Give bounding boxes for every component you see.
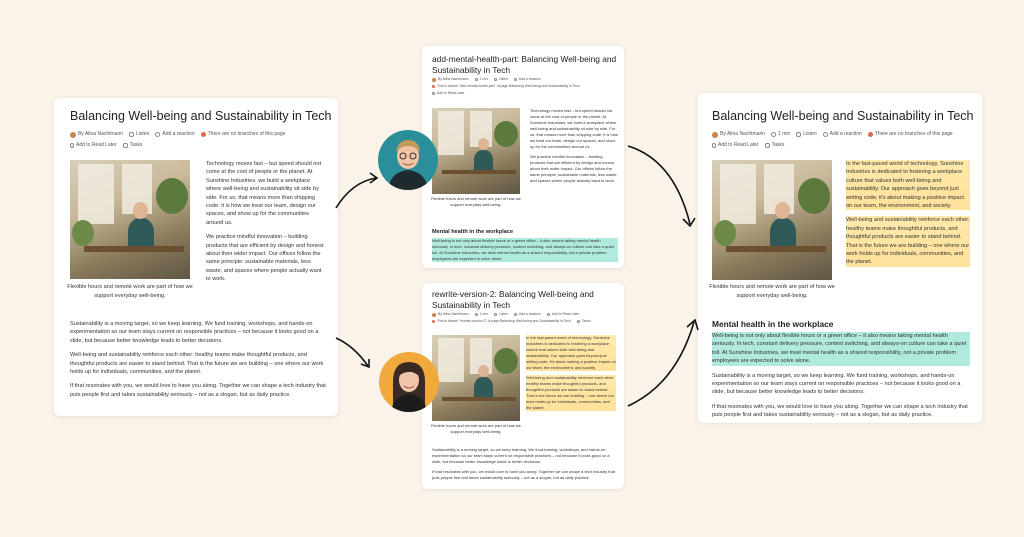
avatar-icon (70, 132, 76, 138)
merged-page-card (698, 93, 982, 423)
branch-title: add-mental-health-part: Balancing Well-being and Sustainability in Tech (432, 54, 617, 75)
body-paragraph-3: If that resonates with you, we would love to have you along. Together we can shape a tech industry that puts people first and takes sustainability seriously – not as a slogan, but as daily practice. (70, 383, 326, 398)
intro-column (526, 335, 616, 417)
bookmark-icon (547, 313, 550, 316)
intro-paragraph-2: We practice mindful innovation – building products that are efficient by design and honest about their wider impact. Our offices follow the same principle: sustainable materials, less waste, and spaces where people actually want to work. (206, 234, 324, 283)
arrow-to-merged-from-top (624, 140, 704, 240)
branch-note[interactable]: This is branch "add-mental-health-part" of page Balancing Well-being and Sustainability in Tech (432, 83, 580, 90)
photo-caption: Flexible hours and remote work are part of how we support everyday well-being. (709, 284, 835, 299)
headphones-icon (494, 78, 497, 81)
mental-health-paragraph (432, 238, 618, 268)
intro-column (206, 160, 324, 290)
body-paragraph-2: Well-being and sustainability reinforce each other: healthy teams make thoughtful products, and thoughtful products are easier to stand behind. That is the future we are building – one where our work holds up for individuals, communities, and the planet. (70, 352, 324, 376)
listen-button[interactable]: Listen (129, 129, 149, 140)
intro-paragraph-1: Technology moves fast – but speed should not come at the cost of people or the planet. At Sunshine Industries, we build a workplace where well-being and sustainability sit side by side. For us, that means more than shipping code: it is how we treat our team, design our spaces, and show up for the communities around us. (206, 161, 322, 226)
avatar-icon (432, 78, 436, 82)
merged-mental-health-paragraph: Well-being is not only about flexible hours or a green office – it also means taking mental health seriously. In tech, constant delivery pressure, context switching, and always-on culture can take a quiet toll. At Sunshine Industries, we treat mental health as a shared responsibility, not a private problem employees are expected to solve alone. (712, 332, 970, 366)
arrow-to-avatar-top (330, 168, 390, 218)
reading-time: 1 min (475, 76, 488, 83)
reaction-button[interactable]: Add a reaction (155, 129, 194, 140)
clock-icon (475, 313, 478, 316)
office-photo (70, 160, 190, 279)
branch-icon (868, 132, 873, 137)
page-title: Balancing Well-being and Sustainability in Tech (712, 109, 974, 123)
page-meta (712, 129, 974, 151)
read-later-button[interactable]: Add to Read Later (547, 311, 580, 318)
original-page-card (54, 98, 338, 416)
bookmark-icon (432, 92, 435, 95)
bookmark-icon (70, 143, 74, 148)
headphones-icon (129, 132, 134, 137)
page-meta (70, 129, 330, 151)
office-photo (712, 160, 832, 280)
clock-icon (771, 132, 776, 137)
body-paragraph-2: If that resonates with you, we would love to have you along. Together we can shape a tech industry that puts people first and takes sustainability seriously – not as a slogan, but as daily practice. (712, 403, 968, 419)
smiley-icon (823, 132, 828, 137)
photo-caption: Flexible hours and remote work are part of how we support everyday well-being. (431, 196, 521, 207)
listen-button[interactable]: Listen (494, 76, 508, 83)
smiley-icon (155, 132, 160, 137)
mental-health-heading: Mental health in the workplace (432, 229, 514, 235)
body-text (712, 332, 970, 423)
read-later-button[interactable]: Add to Read Later (432, 90, 465, 97)
read-later-button[interactable]: Add to Read Later (70, 140, 117, 151)
office-photo (432, 108, 520, 194)
listen-button[interactable]: Listen (796, 129, 816, 140)
checkbox-icon (123, 143, 128, 148)
rewritten-paragraph-1: In the fast-paced world of technology, Sunshine Industries is dedicated to fostering a workplace culture that values both well-being and sustainability. Our approach goes beyond just writing code; it's about making a positive impact on our team, the environment, and society. (526, 335, 616, 370)
merged-paragraph-1: In the fast-paced world of technology, Sunshine Industries is dedicated to fostering a workplace culture that values both well-being and sustainability. Our approach goes beyond just writing code; it's about making a positive impact on our team, the environment, and society. (846, 160, 970, 210)
avatar-icon (432, 313, 436, 317)
read-later-button[interactable]: Add to Read Later (712, 140, 759, 151)
photo-caption: Flexible hours and remote work are part of how we support everyday well-being. (431, 423, 521, 434)
branch-meta (432, 76, 618, 97)
checkbox-icon (765, 143, 770, 148)
branch-card-mental-health (422, 46, 624, 268)
headphones-icon (494, 313, 497, 316)
branches-info[interactable]: There are no branches of this page (201, 129, 286, 140)
intro-paragraph-2: We practice mindful innovation – building products that are efficient by design and honest about their wider impact. Our offices follow the same principle: sustainable materials, less waste, and spaces where people actually want to work. (530, 154, 618, 183)
reading-time: 1 min (475, 311, 488, 318)
body-paragraph-1: Sustainability is a moving target, so we keep learning. We fund training, workshops, and hands-on experimentation so our team stays current on responsible practices – not because it looks good on a slide, but because better knowledge leads to better decisions. (70, 321, 319, 344)
intro-paragraph-1: Technology moves fast – but speed should not come at the cost of people or the planet. At Sunshine Industries, we build a workplace where well-being and sustainability sit side by side. For us, that means more than shipping code: it is how we treat our team, design our spaces, and show up for the communities around us. (530, 108, 618, 149)
branch-icon (432, 320, 435, 323)
body-text (432, 447, 618, 487)
bookmark-icon (712, 143, 716, 148)
reaction-button[interactable]: Add a reaction (823, 129, 862, 140)
branch-meta (432, 311, 618, 325)
clock-icon (475, 78, 478, 81)
tasks-button[interactable]: Tasks (577, 318, 591, 325)
body-paragraph-1: Sustainability is a moving target, so we keep learning. We fund training, workshops, and hands-on experimentation so our team stays current on responsible practices – not because it looks good on a slide, but because better knowledge leads to better decisions. (432, 447, 610, 464)
branches-info[interactable]: There are no branches of this page (868, 129, 953, 140)
smiley-icon (514, 78, 517, 81)
merged-paragraph-2: Well-being and sustainability reinforce each other: healthy teams make thoughtful products, and thoughtful products are easier to stand behind. That is the future we are building – one where our work holds up for individuals, communities, and the planet. (846, 217, 970, 266)
arrow-to-avatar-bottom (330, 330, 390, 380)
mental-health-heading: Mental health in the workplace (712, 319, 834, 329)
tasks-button[interactable]: Tasks (123, 140, 143, 151)
reaction-button[interactable]: Add a reaction (514, 311, 541, 318)
page-title: Balancing Well-being and Sustainability in Tech (70, 109, 332, 123)
author[interactable]: By Alina Nachtmann (712, 129, 765, 140)
branch-card-rewrite (422, 283, 624, 489)
branch-title: rewrite-version-2: Balancing Well-being and Sustainability in Tech (432, 289, 594, 310)
listen-button[interactable]: Listen (494, 311, 508, 318)
tasks-button[interactable]: Tasks (765, 140, 785, 151)
body-paragraph-2: If that resonates with you, we would love to have you along. Together we can shape a tech industry that puts people first and takes sustainability seriously – not as a slogan, but as daily practice. (432, 469, 615, 480)
author[interactable]: By Alina Nachtmann (432, 76, 469, 83)
arrow-to-merged-from-bottom (624, 312, 704, 412)
branch-icon (432, 85, 435, 88)
intro-column (530, 108, 618, 190)
intro-column (846, 160, 970, 273)
smiley-icon (514, 313, 517, 316)
branch-note[interactable]: This is branch "rewrite-version-2" of page Balancing Well-being and Sustainability in Tech (432, 318, 571, 325)
headphones-icon (796, 132, 801, 137)
rewritten-paragraph-2: Well-being and sustainability reinforce each other: healthy teams make thoughtful products, and thoughtful products are easier to stand behind. That is the future we are building – one where our work holds up for individuals, communities, and the planet. (526, 375, 615, 410)
body-paragraph-1: Sustainability is a moving target, so we keep learning. We fund training, workshops, and hands-on experimentation so our team stays current on responsible practices – not because it looks good on a slide, but because better knowledge leads to better decisions. (712, 372, 961, 396)
checkbox-icon (577, 320, 580, 323)
reaction-button[interactable]: Add a reaction (514, 76, 541, 83)
body-text (70, 320, 326, 405)
avatar-icon (712, 132, 718, 138)
office-photo (432, 335, 520, 421)
highlighted-addition: Well-being is not only about flexible hours or a green office – it also means taking mental health seriously. In tech, constant delivery pressure, context switching, and always-on culture can take a quiet toll. At Sunshine Industries, we treat mental health as a shared responsibility, not a private problem employees are expected to solve alone. (432, 238, 618, 262)
photo-caption: Flexible hours and remote work are part of how we support everyday well-being. (67, 284, 193, 299)
reading-time: 1 min (771, 129, 790, 140)
author[interactable]: By Alina Nachtmann (432, 311, 469, 318)
author[interactable]: By Alina Nachtmann (70, 129, 123, 140)
branch-icon (201, 132, 206, 137)
